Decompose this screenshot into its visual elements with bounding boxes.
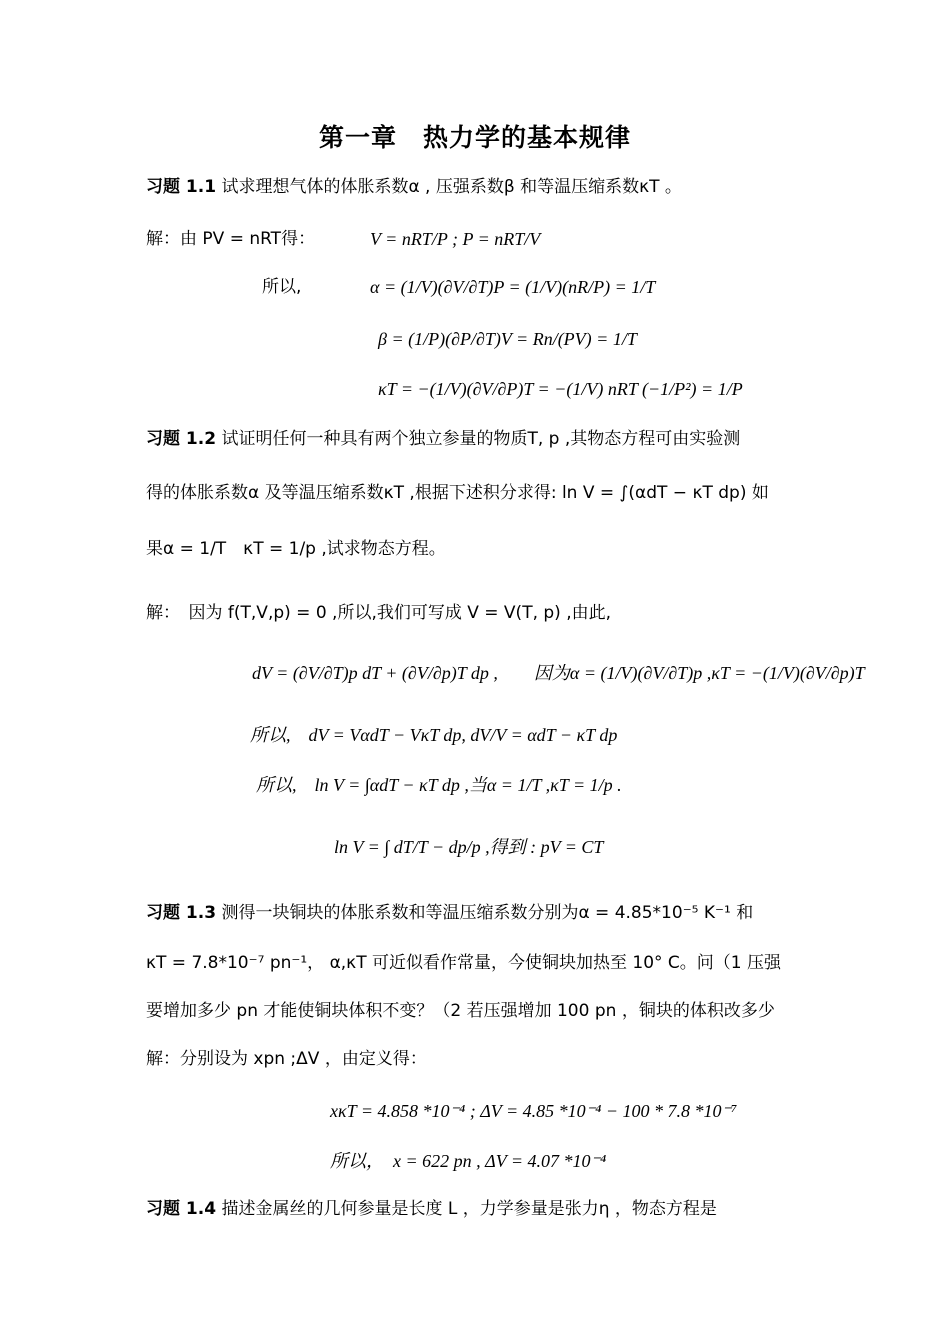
equation: V = nRT/P ; P = nRT/V: [370, 229, 541, 249]
problem-label: 习题 1.3: [146, 903, 217, 923]
problem-text: 试证明任何一种具有两个独立参量的物质T, p ,其物态方程可由实验测: [221, 429, 741, 449]
equation: dV = (∂V/∂T)p dT + (∂V/∂p)T dp , 因为α = (1/V)(∂V/∂T)p ,κT = −(1/V)(∂V/∂p)T: [252, 663, 865, 683]
problem-text: κT = 7.8*10⁻⁷ pn⁻¹， α,κT 可近似看作常量，今使铜块加热至 10° C。问（1 压强: [146, 953, 782, 973]
problem-1-1: [146, 176, 682, 198]
equation-kappa: κT = −(1/V)(∂V/∂P)T = −(1/V) nRT (−1/P²) = 1/P: [378, 379, 743, 399]
problem-text: 试求理想气体的体胀系数α , 压强系数β 和等温压缩系数κT 。: [221, 177, 682, 197]
equation-beta: β = (1/P)(∂P/∂T)V = Rn/(PV) = 1/T: [378, 329, 637, 349]
equation: ln V = ∫ dT/T − dp/p ,得到 : pV = CT: [334, 837, 604, 857]
equation-alpha: α = (1/V)(∂V/∂T)P = (1/V)(nR/P) = 1/T: [370, 277, 656, 297]
problem-text: 得的体胀系数α 及等温压缩系数κT ,根据下述积分求得: ln V = ∫(αdT − κT dp) 如: [146, 483, 769, 503]
problem-text: 果α = 1/T κT = 1/p ,试求物态方程。: [146, 539, 446, 559]
problem-text: 要增加多少 pn 才能使铜块体积不变？（2 若压强增加 100 pn ，铜块的体积改多少: [146, 1001, 775, 1021]
problem-label: 习题 1.4: [146, 1199, 217, 1219]
chapter-title: 第一章 热力学的基本规律: [318, 123, 631, 152]
solution-text: 解： 因为 f(T,V,p) = 0 ,所以,我们可写成 V = V(T, p) ,由此,: [146, 603, 612, 623]
problem-text: 测得一块铜块的体胀系数和等温压缩系数分别为α = 4.85*10⁻⁵ K⁻¹ 和: [221, 903, 754, 923]
equation: xκT = 4.858 *10⁻⁴ ; ΔV = 4.85 *10⁻⁴ − 100 * 7.8 *10⁻⁷: [330, 1101, 738, 1121]
problem-label: 习题 1.2: [146, 429, 217, 449]
problem-label: 习题 1.1: [146, 177, 217, 197]
problem-1-3: [146, 902, 753, 924]
problem-1-4: [146, 1198, 717, 1220]
problem-text: 描述金属丝的几何参量是长度 L ，力学参量是张力η ，物态方程是: [221, 1199, 717, 1219]
solution-label: 解：由 PV = nRT得：: [146, 229, 316, 249]
problem-1-2: [146, 428, 740, 450]
solution-text: 解：分别设为 xpn ;ΔV ，由定义得：: [146, 1049, 427, 1069]
equation: 所以， x = 622 pn , ΔV = 4.07 *10⁻⁴: [330, 1151, 607, 1171]
equation: 所以, ln V = ∫αdT − κT dp ,当α = 1/T ,κT = 1/p .: [256, 775, 622, 795]
equation: 所以, dV = VαdT − VκT dp, dV/V = αdT − κT dp: [250, 725, 618, 745]
so-text: 所以,: [262, 277, 302, 297]
